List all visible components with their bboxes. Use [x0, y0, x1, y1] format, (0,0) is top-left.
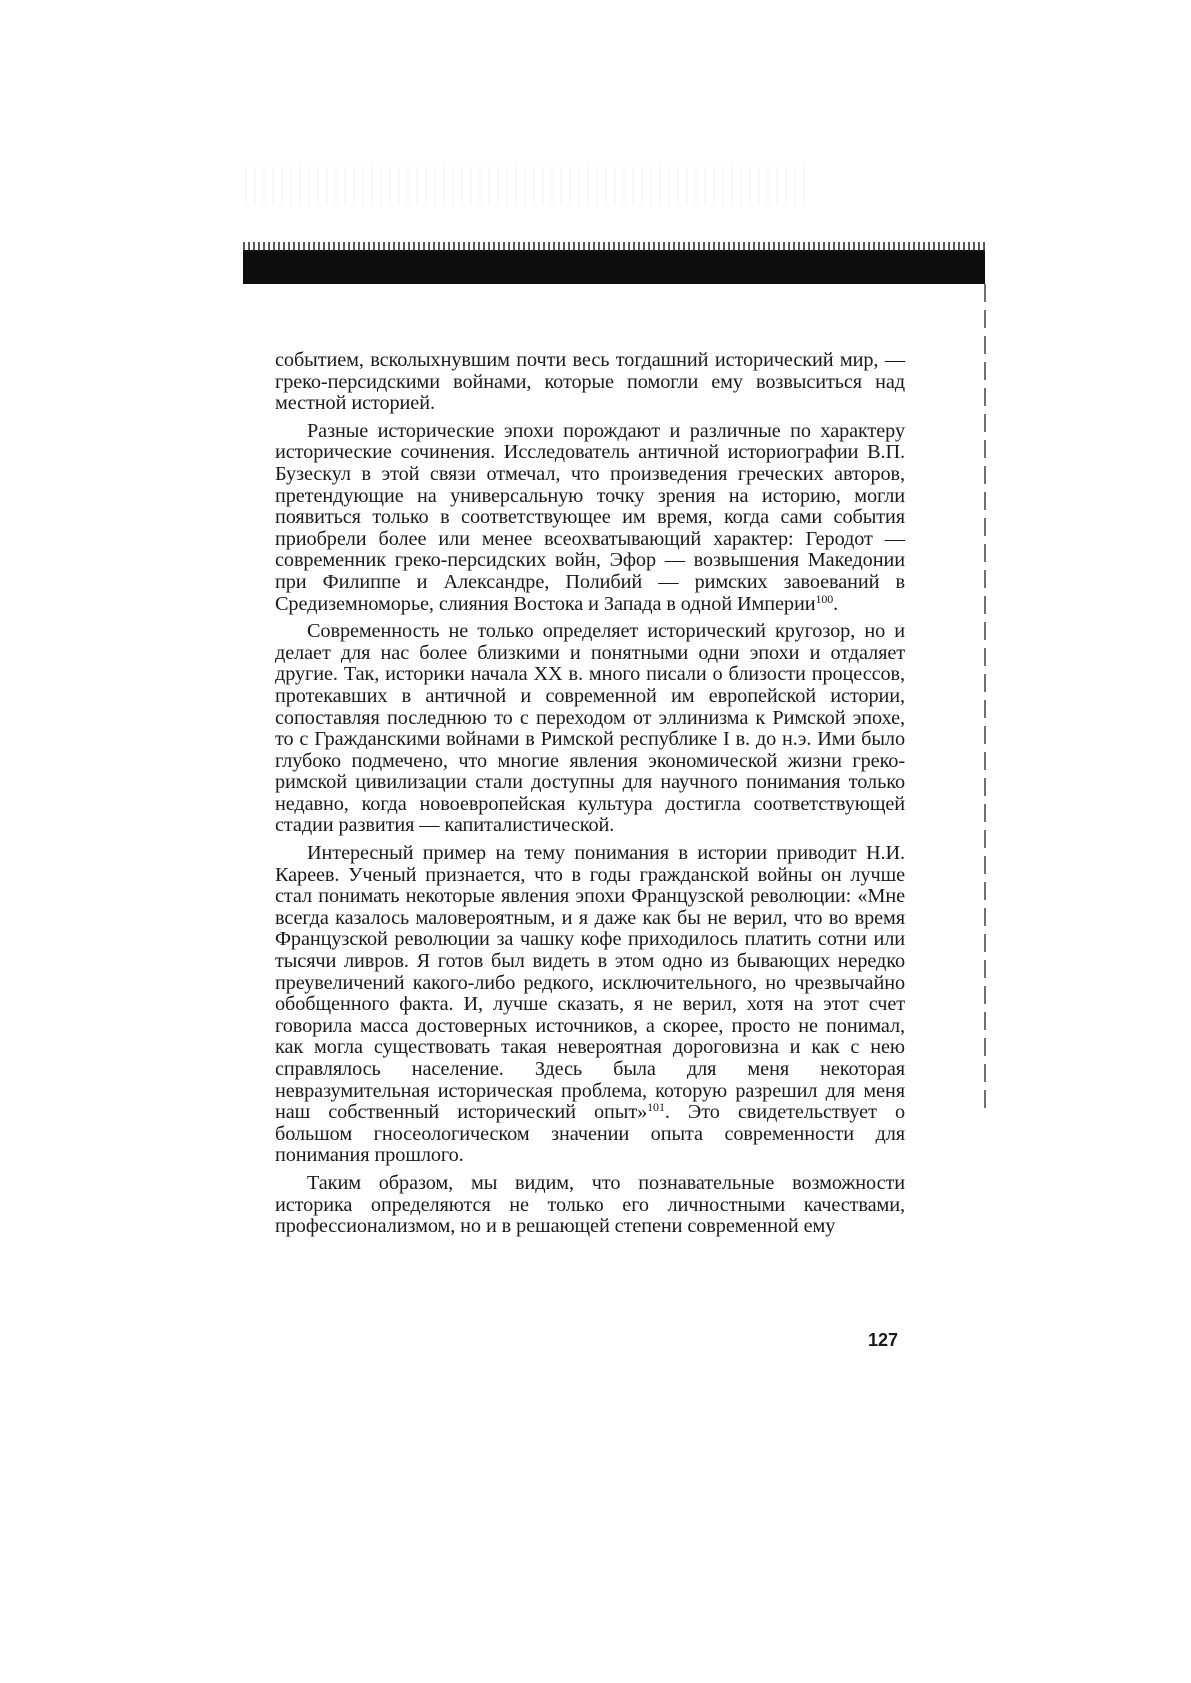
scan-edge-line	[984, 284, 986, 1114]
paragraph-5: Таким образом, мы видим, что познавательные возможности историка определяются не только его личностными качествами, профессионализмом, но и в решающей степени современной ему	[275, 1171, 905, 1238]
footnote-ref-100: 100	[815, 591, 834, 606]
paragraph-3: Современность не только определяет исторический кругозор, но и делает для нас более близкими и понятными одни эпохи и отдаляет другие. Так, историки начала XX в. много писали о близости процессов, протекавших в античной и современной им европейской истории, сопоставляя последнюю то с переходом от эллинизма к Римской эпохе, то с Гражданскими войнами в Римской республике I в. до н.э. Ими было глубоко подмечено, что многие явления экономической жизни греко-римской цивилизации стали доступны для научного понимания только недавно, когда новоевропейская культура достигла соответствующей стадии развития — капиталистической.	[275, 620, 905, 837]
page-number: 127	[868, 1330, 899, 1350]
body-text	[275, 350, 905, 1244]
paragraph-4: Интересный пример на тему понимания в истории приводит Н.И. Кареев. Ученый признается, что в годы гражданской войны он лучше стал понимать некоторые явления эпохи Французской революции: «Мне всегда казалось маловероятным, и я даже как бы не верил, что во время Французской революции за чашку кофе приходилось платить сотни или тысячи ливров. Я готов был видеть в этом одно из бывающих нередко преувеличений какого-либо редкого, исключительного, но чрезвычайно обобщенного факта. И, лучше сказать, я не верил, хотя на этот счет говорила масса достоверных источников, а скорее, просто не понимал, как могла существовать такая невероятная дороговизна и как с нею справлялось население. Здесь была для меня некоторая невразумительная историческая проблема, которую разрешил для меня наш собственный исторический опыт»$^{101}$. Это свидетельствует о большом гносеологическом значении опыта современности для понимания прошлого.	[275, 842, 905, 1167]
page-header-bar	[243, 250, 985, 284]
footnote-ref-101: 101	[647, 1100, 665, 1115]
paragraph-1: событием, всколыхнувшим почти весь тогдашний исторический мир, — греко-персидскими войнами, которые помогли ему возвыситься над местной историей.	[275, 349, 905, 415]
paragraph-2: Разные исторические эпохи порождают и различные по характеру исторические сочинения. Исследователь античной историографии В.П. Бузескул в этой связи отмечал, что произведения греческих авторов, претендующие на универсальную точку зрения на историю, могли появиться только в соответствующее им время, когда сами события приобрели более или менее всеохватывающий характер: Геродот — современник греко-персидских войн, Эфор — возвышения Македонии при Филиппе и Александре, Полибий — римских завоеваний в Средиземноморье, слияния Востока и Запада в одной Империи$^{100}$.	[275, 419, 905, 615]
scan-artifact	[245, 165, 805, 205]
